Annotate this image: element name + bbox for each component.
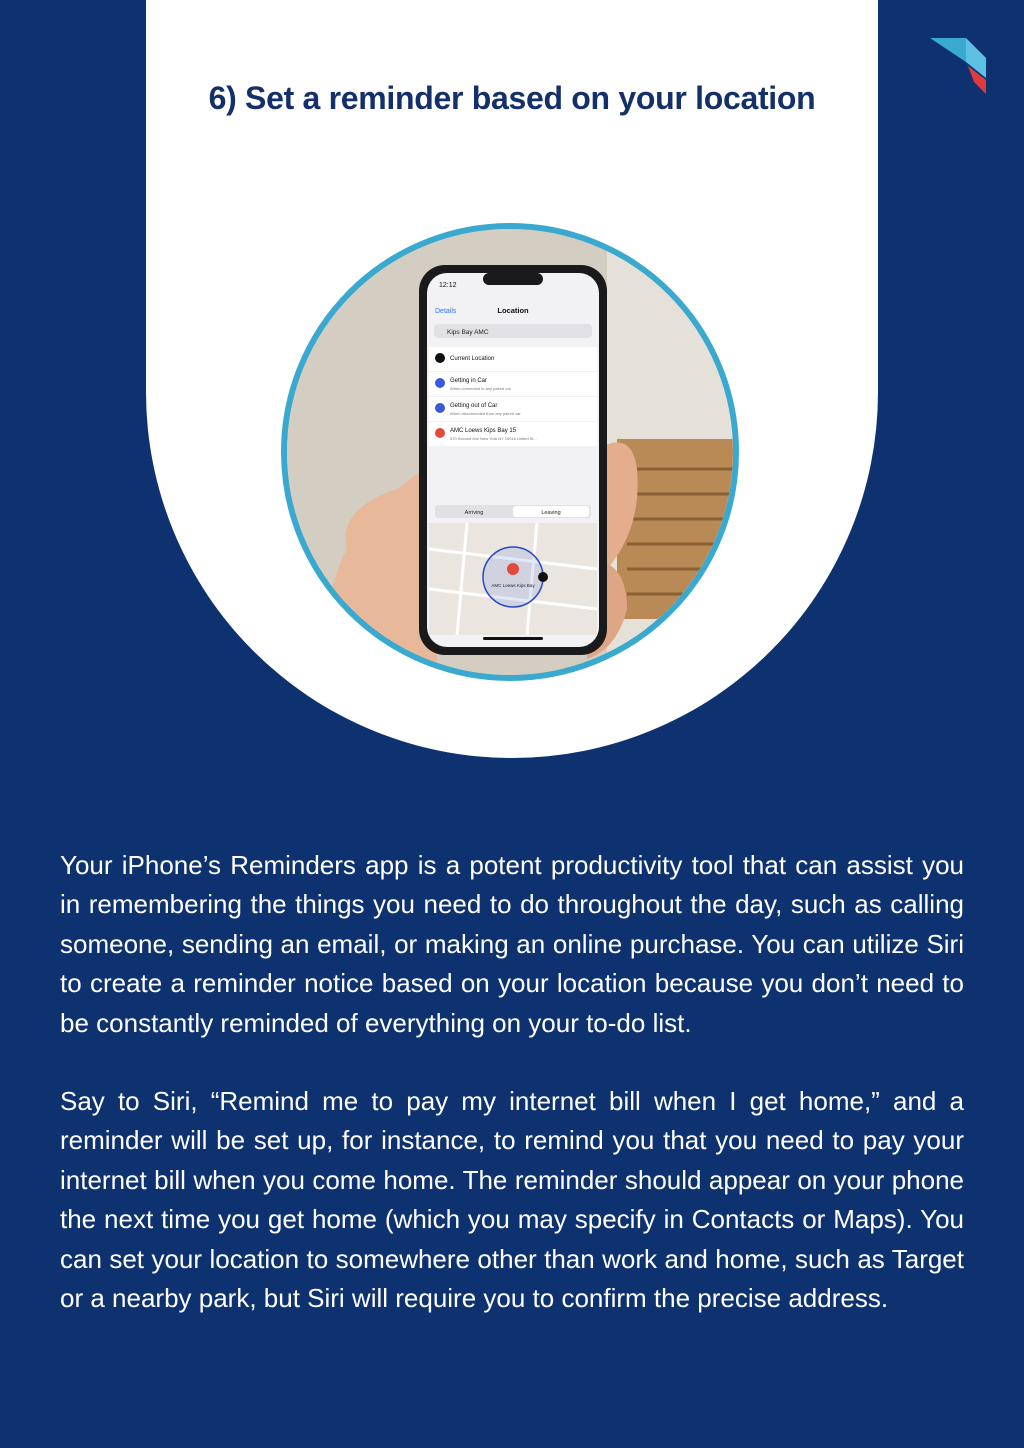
location-option-title: Current Location	[450, 356, 495, 362]
page-title: 6) Set a reminder based on your location	[208, 80, 816, 116]
location-arrow-icon	[435, 353, 445, 363]
car-icon	[435, 403, 445, 413]
segment-arriving: Arriving	[464, 510, 484, 516]
map-pin-label: AMC Loews Kips Bay	[491, 583, 535, 588]
location-option-title: Getting out of Car	[450, 403, 498, 409]
location-option[interactable]	[429, 422, 597, 446]
location-option-title: Getting in Car	[450, 378, 488, 384]
brand-logo	[926, 32, 990, 96]
location-option[interactable]	[429, 397, 597, 421]
paragraph-siri-example: Say to Siri, “Remind me to pay my internet bill when I get home,” and a reminder will be set up, for instance, to remind you that you need to pay your internet bill when you come home. The reminder should appear on your phone the next time you get home (which you may specify in Contacts or Maps). You can set your location to somewhere other than work and home, such as Target or a nearby park, but Siri will require you to confirm the precise address.	[60, 1086, 964, 1314]
phone-photo	[281, 223, 739, 681]
location-option[interactable]	[429, 372, 597, 396]
location-option[interactable]	[429, 347, 597, 371]
paragraph-intro: Your iPhone’s Reminders app is a potent productivity tool that can assist you in remembering the things you need to do throughout the day, such as calling someone, sending an email, or making an online purchase. You can utilize Siri to create a reminder notice based on your location because you don’t need to be constantly reminded of everything on your to-do list.	[60, 850, 964, 1038]
screen-title: Location	[497, 306, 529, 315]
location-option-subtitle: When disconnected from any paired car	[450, 411, 521, 416]
location-option-subtitle: When connected to any paired car	[450, 386, 511, 391]
search-value: Kips Bay AMC	[447, 329, 489, 336]
segment-leaving: Leaving	[541, 510, 561, 516]
location-option-title: AMC Loews Kips Bay 15	[450, 428, 517, 434]
body-text	[60, 846, 964, 1357]
back-label: Details	[435, 308, 457, 315]
car-icon	[435, 378, 445, 388]
location-option-subtitle: 570 Second Ave New York NY 10016 United St...	[450, 436, 537, 441]
phone-time: 12:12	[439, 282, 457, 289]
map-pin-icon	[435, 428, 445, 438]
